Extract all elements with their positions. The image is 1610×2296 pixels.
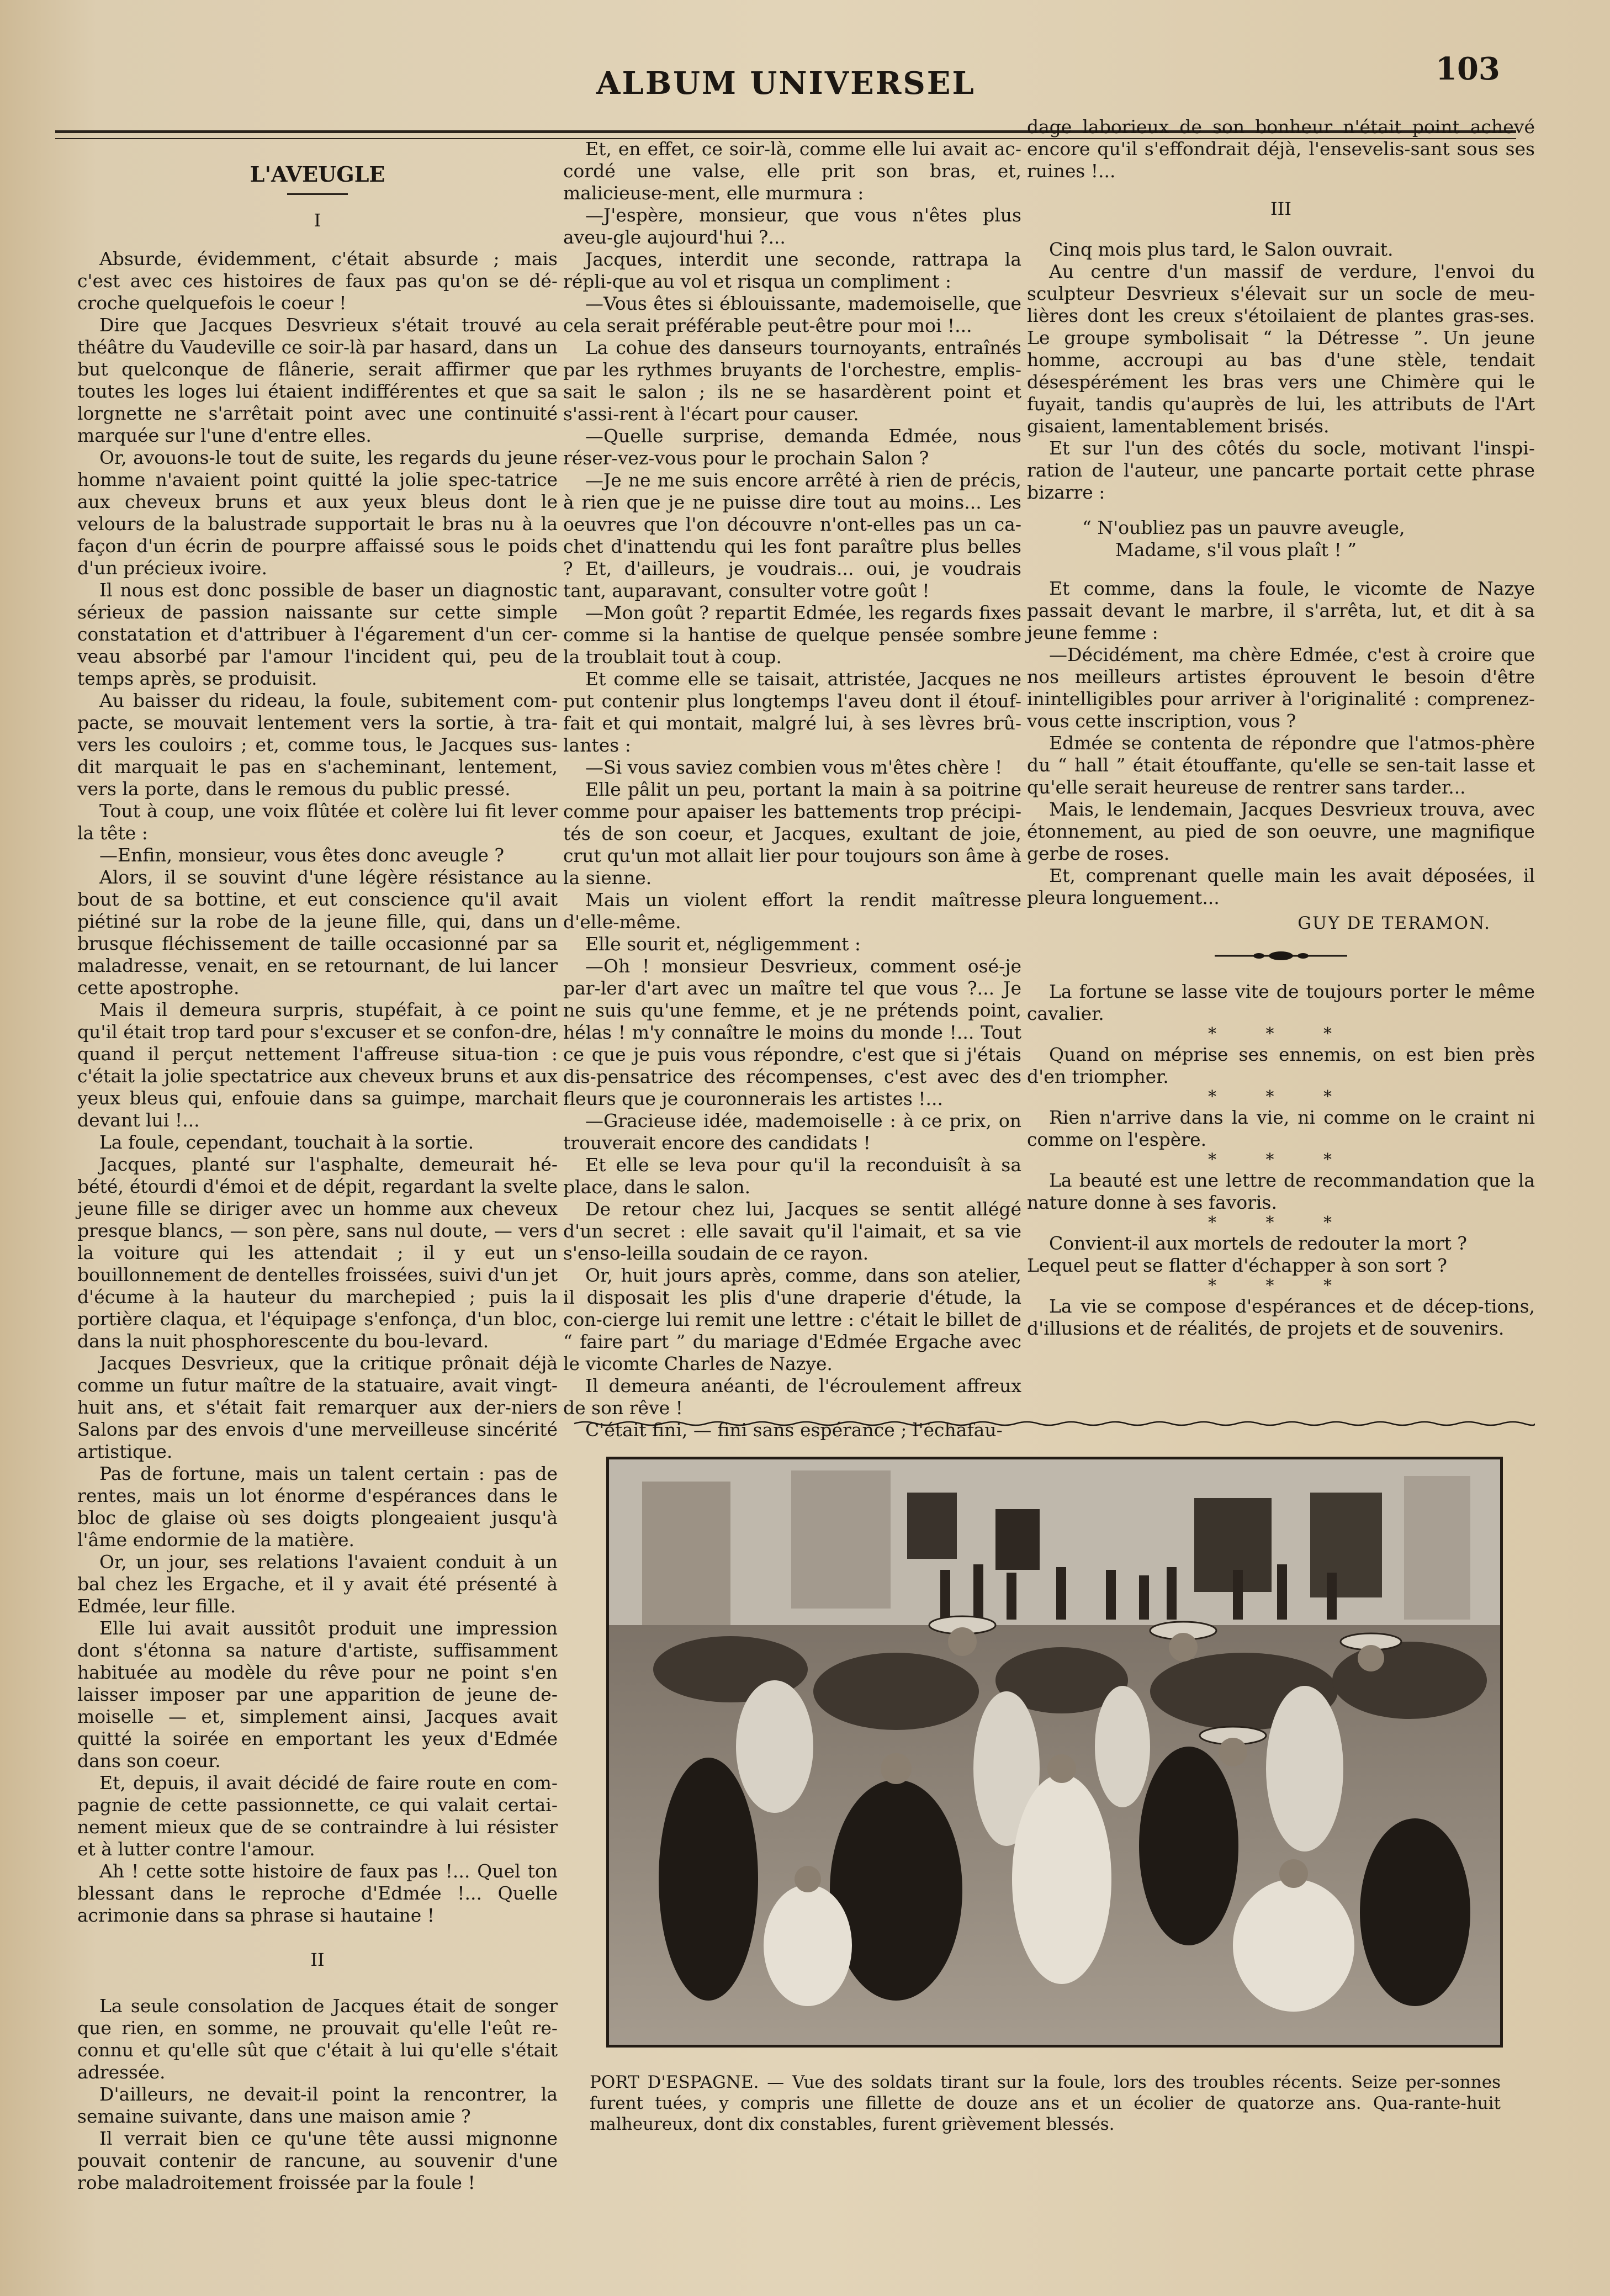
ornament-icon (1209, 949, 1353, 962)
section-heading-iii: III (1270, 198, 1291, 219)
maxim: La beauté est une lettre de recommandation que la nature donne à ses favoris. (1027, 1170, 1535, 1213)
paragraph: Pas de fortune, mais un talent certain : pas de rentes, mais un lot énorme d'espérances dans le bloc de glaise où ses doigts plongeaient jusqu'à l'âme endormie de la matière. (77, 1463, 558, 1551)
paragraph: Mais, le lendemain, Jacques Desvrieux trouva, avec étonnement, au pied de son oeuvre, une magnifique gerbe de roses. (1027, 798, 1535, 864)
paragraph: —J'espère, monsieur, que vous n'êtes plus aveu-gle aujourd'hui ?... (563, 204, 1021, 248)
paragraph: Or, un jour, ses relations l'avaient conduit à un bal chez les Ergache, et il y avait été présenté à Edmée, leur fille. (77, 1551, 558, 1617)
paragraph: Et comme elle se taisait, attristée, Jacques ne put contenir plus longtemps l'aveu dont il étouf-fait et qui montait, malgré lui, à ses lèvres brû-lantes : (563, 668, 1021, 756)
paragraph: —Mon goût ? repartit Edmée, les regards fixes comme si la hantise de quelque pensée sombre la troublait tout à coup. (563, 602, 1021, 668)
paragraph: Elle pâlit un peu, portant la main à sa poitrine comme pour apaiser les battements trop précipi-tés de son coeur, et Jacques, exultant de joie, crut qu'un mot allait lier pour toujours son âme à la sienne. (563, 779, 1021, 888)
stars-divider: * * * (1208, 1213, 1354, 1232)
paragraph: Et, en effet, ce soir-là, comme elle lui avait ac-cordé une valse, elle prit son bras, et, malicieuse-ment, elle murmura : (563, 138, 1021, 204)
column-3 (1027, 116, 1535, 1340)
paragraph: Tout à coup, une voix flûtée et colère lui fit lever la tête : (77, 800, 558, 844)
col1-paragraphs (77, 248, 558, 1927)
crowd-scene-illustration (609, 1459, 1500, 2045)
paragraph: —Vous êtes si éblouissante, mademoiselle, que cela serait préférable peut-être pour moi !... (563, 293, 1021, 336)
paragraph: —Oh ! monsieur Desvrieux, comment osé-je par-ler d'art avec un maître tel que vous ?... Je ne suis qu'une femme, et je ne prétends point, hélas ! m'y connaître le moins du monde !... Tout ce que je puis vous répondre, c'est que si j'étais dis-pensatrice des récompenses, c'est avec des fleurs que je couronnerais les artistes !... (563, 955, 1021, 1109)
paragraph: Jacques, interdit une seconde, rattrapa la répli-que au vol et risqua un compliment : (563, 248, 1021, 292)
quote-block (1082, 517, 1535, 561)
stars-divider: * * * (1208, 1276, 1354, 1295)
stars-divider: * * * (1208, 1024, 1354, 1044)
maxim: Quand on méprise ses ennemis, on est bien près d'en triompher. (1027, 1044, 1535, 1087)
paragraph: Au baisser du rideau, la foule, subitement com-pacte, se mouvait lentement vers la sortie, à tra-vers les couloirs ; et, comme tous, le Jacques sus-dit marquait le pas en s'acheminant, lentement, vers la porte, dans le remous du public pressé. (77, 690, 558, 800)
quote-line-2: Madame, s'il vous plaît ! ” (1115, 539, 1357, 560)
paragraph: Cinq mois plus tard, le Salon ouvrait. (1049, 239, 1394, 260)
paragraph: Absurde, évidemment, c'était absurde ; mais c'est avec ces histoires de faux pas qu'on se dé-croche quelquefois le coeur ! (77, 248, 558, 314)
paragraph: Alors, il se souvint d'une légère résistance au bout de sa bottine, et eut conscience qu'il avait piétiné sur la robe de la jeune fille, qui, dans un brusque fléchissement de taille occasionné par sa maladresse, venait, en se retournant, de lui lancer cette apostrophe. (77, 866, 558, 998)
maxim: La fortune se lasse vite de toujours porter le même cavalier. (1027, 981, 1535, 1024)
wavy-divider (574, 1420, 1535, 1427)
maxim: Convient-il aux mortels de redouter la mort ? Lequel peut se flatter d'échapper à son sort ? (1027, 1232, 1467, 1276)
paragraph: Or, huit jours après, comme, dans son atelier, il disposait les plis d'une draperie d'étude, la con-cierge lui remit une lettre : c'était le billet de “ faire part ” du mariage d'Edmée Ergache avec le vicomte Charles de Nazye. (563, 1265, 1021, 1374)
paragraph: Edmée se contenta de répondre que l'atmos-phère du “ hall ” était étouffante, qu'elle se sen-tait lasse et qu'elle serait heureuse de rentrer sans tarder... (1027, 732, 1535, 798)
paragraph: C'était fini, — fini sans espérance ; l'échafau- (585, 1419, 1003, 1441)
paragraph: —Si vous saviez combien vous m'êtes chère ! (585, 756, 1003, 778)
stars-divider: * * * (1208, 1150, 1354, 1170)
paragraph: Jacques, planté sur l'asphalte, demeurait hé-bété, étourdi d'émoi et de dépit, regardant la svelte jeune fille se diriger avec un homme aux cheveux presque blancs, — son père, sans nul doute, — vers la voiture qui les attendait ; il y eut un bouillonnement de dentelles froissées, suivi d'un jet d'écume à la hauteur du marchepied ; puis la portière claqua, et l'équipage s'enfonça, d'un bloc, dans la nuit phosphorescente du bou-levard. (77, 1154, 558, 1352)
ornament-divider (1027, 945, 1535, 967)
paragraph: Elle lui avait aussitôt produit une impression dont s'étonna sa nature d'artiste, suffisamment habituée au modèle du rêve pour ne point s'en laisser imposer par une apparition de jeune de-moiselle — et, simplement ainsi, Jacques avait quitté la soirée en emportant les yeux d'Edmée dans son coeur. (77, 1617, 558, 1771)
photo-caption: PORT D'ESPAGNE. — Vue des soldats tirant sur la foule, lors des troubles récents. Seize per-sonnes furent tuées, y compris une fillette de douze ans et un écolier de quatorze ans. Qua-rante-huit malheureux, dont dix constables, furent grièvement blessés. (590, 2072, 1501, 2134)
paragraph: Et, depuis, il avait décidé de faire route en com-pagnie de cette passionnette, ce qui valait certai-nement mieux que de se contraindre à lui résister et à lutter contre l'amour. (77, 1772, 558, 1860)
masthead: ALBUM UNIVERSEL (596, 65, 976, 102)
section-heading-ii: II (310, 1949, 325, 1970)
maxim: Rien n'arrive dans la vie, ni comme on le craint ni comme on l'espère. (1027, 1107, 1535, 1150)
col1b-paragraphs (77, 1995, 558, 2194)
title-rule (287, 193, 348, 195)
column-1 (77, 155, 558, 2194)
paragraph: Et elle se leva pour qu'il la reconduisît à sa place, dans le salon. (563, 1154, 1021, 1198)
paragraph: Elle sourit et, négligemment : (585, 933, 861, 955)
paragraph: Et, comprenant quelle main les avait déposées, il pleura longuement... (1027, 865, 1535, 908)
paragraph: Et sur l'un des côtés du socle, motivant l'inspi-ration de l'auteur, une pancarte portait cette phrase bizarre : (1027, 437, 1535, 503)
paragraph: Mais il demeura surpris, stupéfait, à ce point qu'il était trop tard pour s'excuser et se confon-dre, quand il perçut nettement l'affreuse situa-tion : c'était la jolie spectatrice aux cheveux bruns et aux yeux bleus qui, enfouie dans sa guimpe, marchait devant lui !... (77, 999, 558, 1131)
paragraph: La foule, cependant, touchait à la sortie. (99, 1131, 474, 1153)
paragraph: —Quelle surprise, demanda Edmée, nous réser-vez-vous pour le prochain Salon ? (563, 425, 1021, 469)
paragraph: Or, avouons-le tout de suite, les regards du jeune homme n'avaient point quitté la jolie spec-tatrice aux cheveux bruns et aux yeux bleus dont le velours de la balustrade supportait le bras nu à la façon d'un écrin de pourpre affaissé sous le poids d'un précieux ivoire. (77, 447, 558, 579)
paragraph: dage laborieux de son bonheur n'était point achevé encore qu'il s'effondrait déjà, l'ensevelis-sant sous ses ruines !... (1027, 116, 1535, 182)
author-signature: GUY DE TERAMON. (1297, 913, 1491, 933)
paragraph: —Gracieuse idée, mademoiselle : à ce prix, on trouverait encore des candidats ! (563, 1110, 1021, 1154)
paragraph: De retour chez lui, Jacques se sentit allégé d'un secret : elle savait qu'il l'aimait, et sa vie s'enso-leilla soudain de ce rayon. (563, 1198, 1021, 1264)
page-number: 103 (1436, 51, 1500, 87)
maxim: La vie se compose d'espérances et de décep-tions, d'illusions et de réalités, de projets et de souvenirs. (1027, 1295, 1535, 1339)
paragraph: —Je ne me suis encore arrêté à rien de précis, à rien que je ne puisse dire tout au moins... Les oeuvres que l'on découvre n'ont-elles pas un ca-chet d'inattendu qui les font paraître plus belles ? Et, d'ailleurs, je voudrais... oui, je voudrais tant, auparavant, consulter votre goût ! (563, 469, 1021, 601)
paragraph: —Décidément, ma chère Edmée, c'est à croire que nos meilleurs artistes éprouvent le besoin d'être inintelligibles pour arriver à l'originalité : comprenez-vous cette inscription, vous ? (1027, 644, 1535, 732)
column-2 (563, 138, 1021, 1441)
maxims (1027, 981, 1535, 1340)
paragraph: Jacques Desvrieux, que la critique prônait déjà comme un futur maître de la statuaire, avait vingt-huit ans, et s'était fait remarquer aux der-niers Salons par des envois d'une merveilleuse sincérité artistique. (77, 1352, 558, 1462)
paragraph: La cohue des danseurs tournoyants, entraînés par les rythmes bruyants de l'orchestre, emplis-sait le salon ; ils ne se hasardèrent point et s'assi-rent à l'écart pour causer. (563, 337, 1021, 425)
col2-paragraphs (563, 138, 1021, 1441)
paragraph: Il verrait bien ce qu'une tête aussi mignonne pouvait contenir de rancune, au souvenir d'une robe maladroitement froissée par la foule ! (77, 2128, 558, 2193)
paragraph: La seule consolation de Jacques était de songer que rien, en somme, ne prouvait qu'elle l'eût re-connu et qu'elle sût que c'était à lui qu'elle s'était adressée. (77, 1995, 558, 2083)
stars-divider: * * * (1208, 1087, 1354, 1107)
quote-line-1: “ N'oubliez pas un pauvre aveugle, (1082, 517, 1405, 538)
paragraph: Ah ! cette sotte histoire de faux pas !... Quel ton blessant dans le reproche d'Edmée !... Quelle acrimonie dans sa phrase si hautaine ! (77, 1860, 558, 1926)
story-title: L'AVEUGLE (250, 162, 385, 187)
paragraph: D'ailleurs, ne devait-il point la rencontrer, la semaine suivante, dans une maison amie ? (77, 2083, 558, 2127)
paragraph: Il nous est donc possible de baser un diagnostic sérieux de passion naissante sur cette simple constatation et d'attribuer à l'égarement d'un cer-veau absorbé par l'amour l'incident qui, peu de temps après, se produisit. (77, 579, 558, 689)
news-photograph (606, 1457, 1503, 2048)
paragraph: Mais un violent effort la rendit maîtresse d'elle-même. (563, 889, 1021, 933)
col3c-paragraphs (1027, 578, 1535, 909)
col3a-paragraphs (1027, 116, 1535, 182)
col3b-paragraphs (1027, 239, 1535, 504)
section-heading-i: I (314, 210, 321, 231)
paragraph: Et comme, dans la foule, le vicomte de Nazye passait devant le marbre, il s'arrêta, lut, et dit à sa jeune femme : (1027, 578, 1535, 643)
paragraph: Dire que Jacques Desvrieux s'était trouvé au théâtre du Vaudeville ce soir-là par hasard, dans un but quelconque de flânerie, serait affirmer que toutes les loges lui étaient indifférentes et que sa lorgnette ne s'arrêtait point avec une continuité marquée sur l'une d'entre elles. (77, 314, 558, 446)
paragraph: Au centre d'un massif de verdure, l'envoi du sculpteur Desvrieux s'élevait sur un socle de meu-lières dont les creux s'étoilaient de plantes gras-ses. Le groupe symbolisait “ la Détresse ”. Un jeune homme, accroupi au bas d'une stèle, tendait désespérément les bras vers une Chimère qui le fuyait, tandis qu'auprès de lui, les attributs de l'Art gisaient, lamentablement brisés. (1027, 261, 1535, 437)
paragraph: —Enfin, monsieur, vous êtes donc aveugle ? (99, 844, 505, 866)
paragraph: Il demeura anéanti, de l'écroulement affreux de son rêve ! (563, 1375, 1021, 1419)
